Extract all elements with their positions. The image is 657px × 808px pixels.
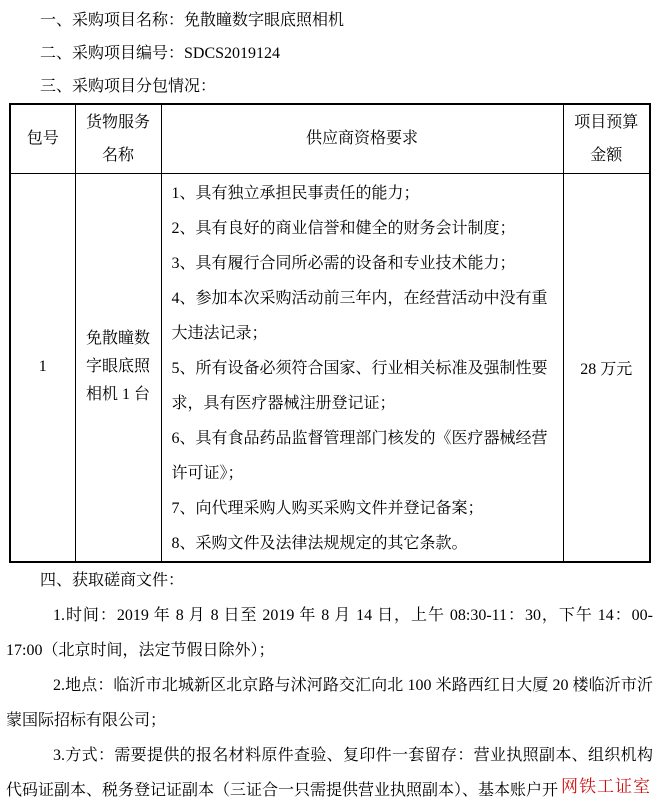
project-name-line: 一、采购项目名称：免散瞳数字眼底照相机 [40,12,345,29]
requirement-item-8: 8、采购文件及法律法规规定的其它条款。 [171,534,468,552]
col-header-goods-name-line2: 名称 [101,146,134,164]
cell-goods-name: 免散瞳数字眼底照相机 1 台 [75,173,161,562]
cell-package-no: 1 [10,173,75,562]
section4-paragraph-location: 2.地点：临沂市北城新区北京路与沭河路交汇向北 100 米路西红日大厦 20 楼临沂市沂蒙国际招标有限公司； [6,676,653,729]
requirement-item-2: 2、具有良好的商业信誉和健全的财务会计制度； [171,219,516,237]
col-header-supplier-qualifications-text: 供应商资格要求 [305,130,418,148]
site-watermark: 网铁工证室 [561,777,651,796]
table-header-row [10,104,650,173]
requirement-item-4: 4、参加本次采购活动前三年内，在经营活动中没有重大违法记录； [171,289,548,342]
col-header-package-no [10,104,75,173]
cell-supplier-qualifications [161,173,563,562]
procurement-packages-table [9,103,651,563]
project-packages-line: 三、采购项目分包情况： [40,78,217,95]
requirement-item-1: 1、具有独立承担民事责任的能力； [171,184,420,202]
col-header-goods-name-line1: 货物服务 [85,113,150,131]
cell-budget-amount: 28 万元 [563,173,650,562]
requirement-item-7: 7、向代理采购人购买采购文件并登记备案； [171,499,484,517]
col-header-goods-name [75,104,161,173]
col-header-supplier-qualifications [161,104,563,173]
section4-heading: 四、获取磋商文件： [40,571,185,589]
col-header-budget [563,104,650,173]
section4-paragraph-method: 3.方式：需要提供的报名材料原件查验、复印件一套留存：营业执照副本、组织机构代码证副本、税务登记证副本（三证合一只需提供营业执照副本）、基本账户开 [6,746,653,799]
table-row [10,173,650,562]
section4-paragraph-time: 1.时间：2019 年 8 月 8 日至 2019 年 8 月 14 日，上午 08:30-11：30，下午 14：00-17:00（北京时间，法定节假日除外）； [6,606,653,659]
col-header-budget-line2: 金额 [590,146,623,164]
requirement-item-5: 5、所有设备必须符合国家、行业相关标准及强制性要求，具有医疗器械注册登记证； [171,359,548,412]
project-number-line: 二、采购项目编号：SDCS2019124 [40,45,281,62]
requirement-item-6: 6、具有食品药品监督管理部门核发的《医疗器械经营许可证》； [171,429,548,482]
col-header-budget-line1: 项目预算 [574,113,639,131]
requirement-item-3: 3、具有履行合同所必需的设备和专业技术能力； [171,254,516,272]
col-header-package-no-text: 包号 [26,130,59,148]
